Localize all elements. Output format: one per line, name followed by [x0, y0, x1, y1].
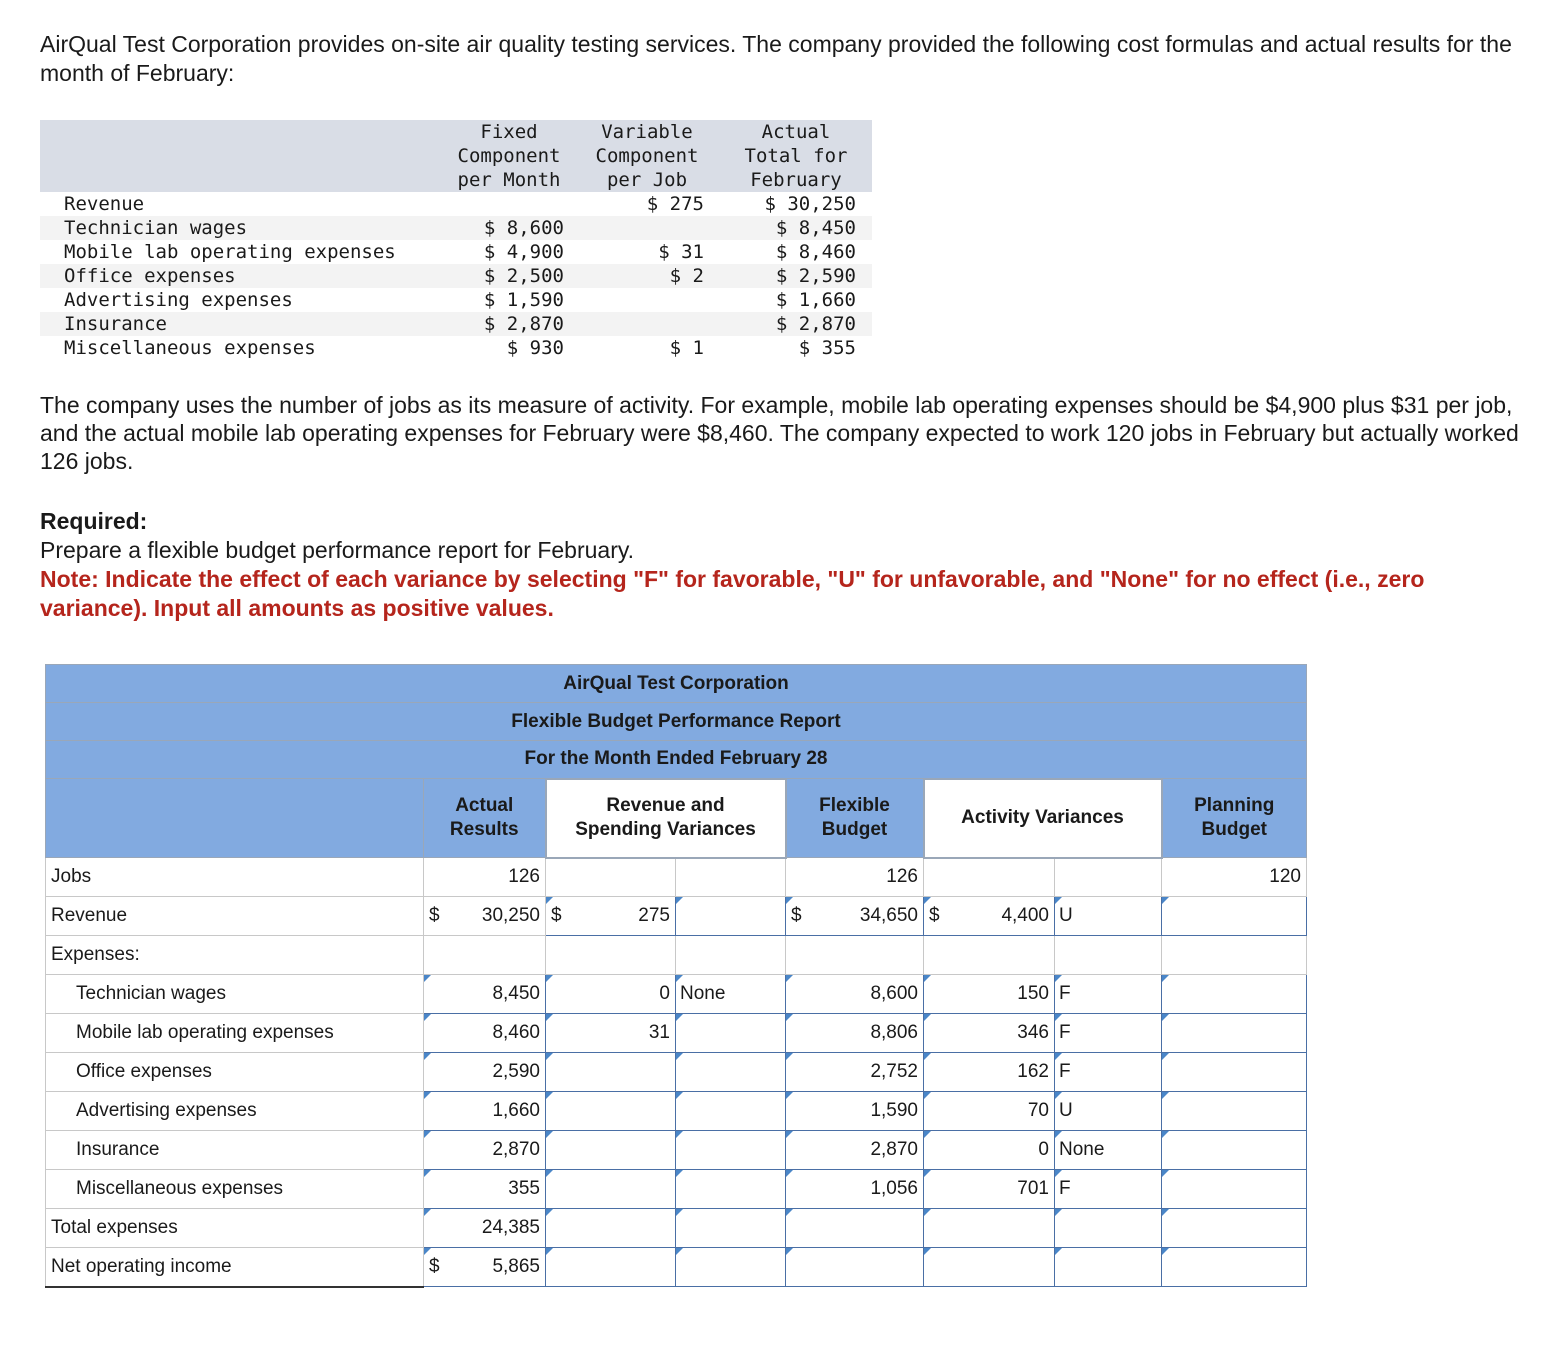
expense-actual-input[interactable]: 8,460 — [424, 1014, 546, 1053]
cost-row-fixed: $ 2,500 — [444, 264, 574, 288]
expense-act-amount-input[interactable]: 346 — [924, 1014, 1055, 1053]
jobs-row — [46, 858, 1307, 897]
cost-row — [40, 336, 872, 360]
expense-rs-amount-input[interactable]: 31 — [546, 1014, 676, 1053]
header-blank — [46, 779, 424, 858]
revenue-act-amount-input[interactable]: $ 4,400 — [924, 897, 1055, 936]
expense-act-effect-select[interactable]: F — [1055, 975, 1162, 1014]
exp-blank-6 — [1055, 936, 1162, 975]
total-expenses-row — [46, 1209, 1307, 1248]
expense-actual-input[interactable]: 1,660 — [424, 1092, 546, 1131]
exp-blank-1 — [424, 936, 546, 975]
header-flexible-budget: Flexible Budget — [786, 779, 924, 858]
report-period-title: For the Month Ended February 28 — [46, 741, 1307, 779]
expense-act-effect-select[interactable]: U — [1055, 1092, 1162, 1131]
jobs-rs-blank — [546, 858, 676, 897]
cost-header-fixed: Fixed Component per Month — [444, 120, 574, 192]
required-text: Prepare a flexible budget performance report for February. — [40, 537, 635, 563]
expense-label: Insurance — [46, 1131, 424, 1170]
cost-formula-table — [40, 120, 872, 360]
cost-row-variable: $ 275 — [646, 193, 704, 215]
cost-row-fixed: $ 1,590 — [483, 289, 564, 311]
expense-act-effect-select[interactable]: F — [1055, 1053, 1162, 1092]
net-income-flex-input[interactable] — [786, 1248, 924, 1287]
expense-rs-effect-select[interactable] — [676, 1092, 786, 1131]
report-company-title: AirQual Test Corporation — [46, 665, 1307, 703]
expense-row — [46, 1170, 1307, 1209]
revenue-actual: $ 30,250 — [424, 897, 546, 936]
jobs-act-eff-blank — [1055, 858, 1162, 897]
expense-flex-input[interactable]: 8,806 — [786, 1014, 924, 1053]
cost-row-variable — [574, 216, 720, 240]
expense-act-effect-select[interactable]: F — [1055, 1170, 1162, 1209]
activity-text: The company uses the number of jobs as its measure of activity. For example, mobile lab operating expenses should be $4,900 plus $31 per job, and the actual mobile lab operating expenses for February were $8,460. The company expected to work 120 jobs in February but actually worked 126 jobs. — [40, 392, 1519, 474]
revenue-label: Revenue — [46, 897, 424, 936]
total-expenses-rs-effect[interactable] — [676, 1209, 786, 1248]
expense-planning-input[interactable] — [1162, 1092, 1307, 1131]
revenue-rs-amount-input[interactable]: $ 275 — [546, 897, 676, 936]
required-note: Note: Indicate the effect of each variance by selecting "F" for favorable, "U" for unfavorable, and "None" for no effect (i.e., zero variance). Input all amounts as positive values. — [40, 566, 1425, 621]
net-income-act-effect[interactable] — [1055, 1248, 1162, 1287]
header-planning-budget: Planning Budget — [1162, 779, 1307, 858]
required-title: Required: — [40, 508, 148, 534]
expense-label: Technician wages — [46, 975, 424, 1014]
revenue-rs-effect-select[interactable] — [676, 897, 786, 936]
cost-row-label: Technician wages — [40, 216, 444, 240]
expense-rs-amount-input[interactable] — [546, 1053, 676, 1092]
expense-flex-input[interactable]: 2,752 — [786, 1053, 924, 1092]
net-income-rs-input[interactable] — [546, 1248, 676, 1287]
total-expenses-act-input[interactable] — [924, 1209, 1055, 1248]
revenue-act-effect-select[interactable]: U — [1055, 897, 1162, 936]
cost-row-fixed: $ 8,600 — [444, 216, 574, 240]
cost-row-actual: $ 8,460 — [775, 241, 856, 263]
revenue-row — [46, 897, 1307, 936]
expense-flex-input[interactable]: 1,590 — [786, 1092, 924, 1131]
expense-act-effect-select[interactable]: F — [1055, 1014, 1162, 1053]
expense-actual-input[interactable]: 2,870 — [424, 1131, 546, 1170]
cost-row-actual: $ 2,870 — [720, 312, 872, 336]
cost-row-label: Advertising expenses — [64, 289, 293, 311]
expense-label: Miscellaneous expenses — [46, 1170, 424, 1209]
expense-flex-input[interactable]: 8,600 — [786, 975, 924, 1014]
cost-row-actual: $ 30,250 — [764, 193, 856, 215]
total-expenses-label: Total expenses — [46, 1209, 424, 1248]
expense-act-amount-input[interactable]: 162 — [924, 1053, 1055, 1092]
cost-row — [40, 216, 872, 240]
expense-rs-amount-input[interactable]: 0 — [546, 975, 676, 1014]
cost-row-label: Miscellaneous expenses — [64, 337, 316, 359]
report-name-title: Flexible Budget Performance Report — [46, 703, 1307, 741]
expense-rs-effect-select[interactable] — [676, 1170, 786, 1209]
performance-report — [45, 664, 1307, 1288]
exp-blank-2 — [546, 936, 676, 975]
expense-rs-effect-select[interactable] — [676, 1014, 786, 1053]
expense-planning-input[interactable] — [1162, 1053, 1307, 1092]
net-income-actual-input[interactable]: $ 5,865 — [424, 1248, 546, 1287]
cost-row-fixed — [444, 192, 574, 216]
expense-row — [46, 975, 1307, 1014]
cost-row-actual: $ 8,450 — [720, 216, 872, 240]
total-expenses-flex-input[interactable] — [786, 1209, 924, 1248]
total-expenses-rs-input[interactable] — [546, 1209, 676, 1248]
cost-row-fixed: $ 930 — [506, 337, 564, 359]
required-section — [40, 507, 1520, 623]
exp-blank-4 — [786, 936, 924, 975]
cost-header-actual: Actual Total for February — [720, 120, 872, 192]
cost-row-variable: $ 1 — [669, 337, 704, 359]
cost-header-blank — [40, 120, 444, 192]
cost-row-label: Insurance — [40, 312, 444, 336]
expense-rs-amount-input[interactable] — [546, 1131, 676, 1170]
expense-label: Advertising expenses — [46, 1092, 424, 1131]
expense-row — [46, 1014, 1307, 1053]
jobs-flex: 126 — [786, 858, 924, 897]
total-expenses-planning-input[interactable] — [1162, 1209, 1307, 1248]
expense-actual-input[interactable]: 2,590 — [424, 1053, 546, 1092]
exp-blank-5 — [924, 936, 1055, 975]
expense-flex-input[interactable]: 1,056 — [786, 1170, 924, 1209]
revenue-flex-input[interactable]: $ 34,650 — [786, 897, 924, 936]
expense-rs-effect-select[interactable] — [676, 1053, 786, 1092]
net-income-act-input[interactable] — [924, 1248, 1055, 1287]
cost-row-variable: $ 31 — [658, 241, 704, 263]
cost-row-label: Revenue — [64, 193, 145, 215]
jobs-actual: 126 — [424, 858, 546, 897]
expense-act-effect-select[interactable]: None — [1055, 1131, 1162, 1170]
cost-row — [40, 192, 872, 216]
total-expenses-act-effect[interactable] — [1055, 1209, 1162, 1248]
expense-actual-input[interactable]: 355 — [424, 1170, 546, 1209]
expense-act-amount-input[interactable]: 150 — [924, 975, 1055, 1014]
expense-planning-input[interactable] — [1162, 1131, 1307, 1170]
expense-row — [46, 1053, 1307, 1092]
cost-row-label: Office expenses — [40, 264, 444, 288]
expense-flex-input[interactable]: 2,870 — [786, 1131, 924, 1170]
net-income-planning-input[interactable] — [1162, 1248, 1307, 1287]
exp-blank-3 — [676, 936, 786, 975]
cost-row — [40, 312, 872, 336]
net-income-row — [46, 1248, 1307, 1287]
header-revenue-spending-variances: Revenue and Spending Variances — [546, 779, 786, 858]
cost-row-fixed: $ 2,870 — [444, 312, 574, 336]
cost-row-variable — [574, 312, 720, 336]
expense-planning-input[interactable] — [1162, 1170, 1307, 1209]
jobs-label: Jobs — [46, 858, 424, 897]
expense-act-amount-input[interactable]: 0 — [924, 1131, 1055, 1170]
expense-rs-effect-select[interactable] — [676, 1131, 786, 1170]
cost-header-variable: Variable Component per Job — [574, 120, 720, 192]
expense-rs-effect-select[interactable]: None — [676, 975, 786, 1014]
expense-rs-amount-input[interactable] — [546, 1170, 676, 1209]
expense-planning-input[interactable] — [1162, 1014, 1307, 1053]
jobs-act-blank — [924, 858, 1055, 897]
header-activity-variances: Activity Variances — [924, 779, 1162, 858]
expenses-label: Expenses: — [46, 936, 424, 975]
jobs-rs-eff-blank — [676, 858, 786, 897]
expense-act-amount-input[interactable]: 70 — [924, 1092, 1055, 1131]
cost-row-actual: $ 1,660 — [775, 289, 856, 311]
expense-label: Mobile lab operating expenses — [46, 1014, 424, 1053]
total-expenses-actual-input[interactable]: 24,385 — [424, 1209, 546, 1248]
cost-row — [40, 288, 872, 312]
cost-row — [40, 264, 872, 288]
expense-row — [46, 1131, 1307, 1170]
header-actual-results: Actual Results — [424, 779, 546, 858]
expenses-header-row — [46, 936, 1307, 975]
cost-row-actual: $ 355 — [798, 337, 856, 359]
cost-row-fixed: $ 4,900 — [483, 241, 564, 263]
intro-text: AirQual Test Corporation provides on-site air quality testing services. The company provided the following cost formulas and actual results for the month of February: — [40, 31, 1512, 86]
revenue-planning-input[interactable] — [1162, 897, 1307, 936]
expense-rs-amount-input[interactable] — [546, 1092, 676, 1131]
cost-row-variable: $ 2 — [574, 264, 720, 288]
net-income-label: Net operating income — [46, 1248, 424, 1287]
cost-row — [40, 240, 872, 264]
net-income-rs-effect[interactable] — [676, 1248, 786, 1287]
jobs-planning: 120 — [1162, 858, 1307, 897]
cost-row-label: Mobile lab operating expenses — [64, 241, 396, 263]
expense-act-amount-input[interactable]: 701 — [924, 1170, 1055, 1209]
expense-label: Office expenses — [46, 1053, 424, 1092]
expense-row — [46, 1092, 1307, 1131]
expense-planning-input[interactable] — [1162, 975, 1307, 1014]
cost-row-actual: $ 2,590 — [720, 264, 872, 288]
cost-row-variable — [574, 288, 720, 312]
exp-blank-7 — [1162, 936, 1307, 975]
expense-actual-input[interactable]: 8,450 — [424, 975, 546, 1014]
